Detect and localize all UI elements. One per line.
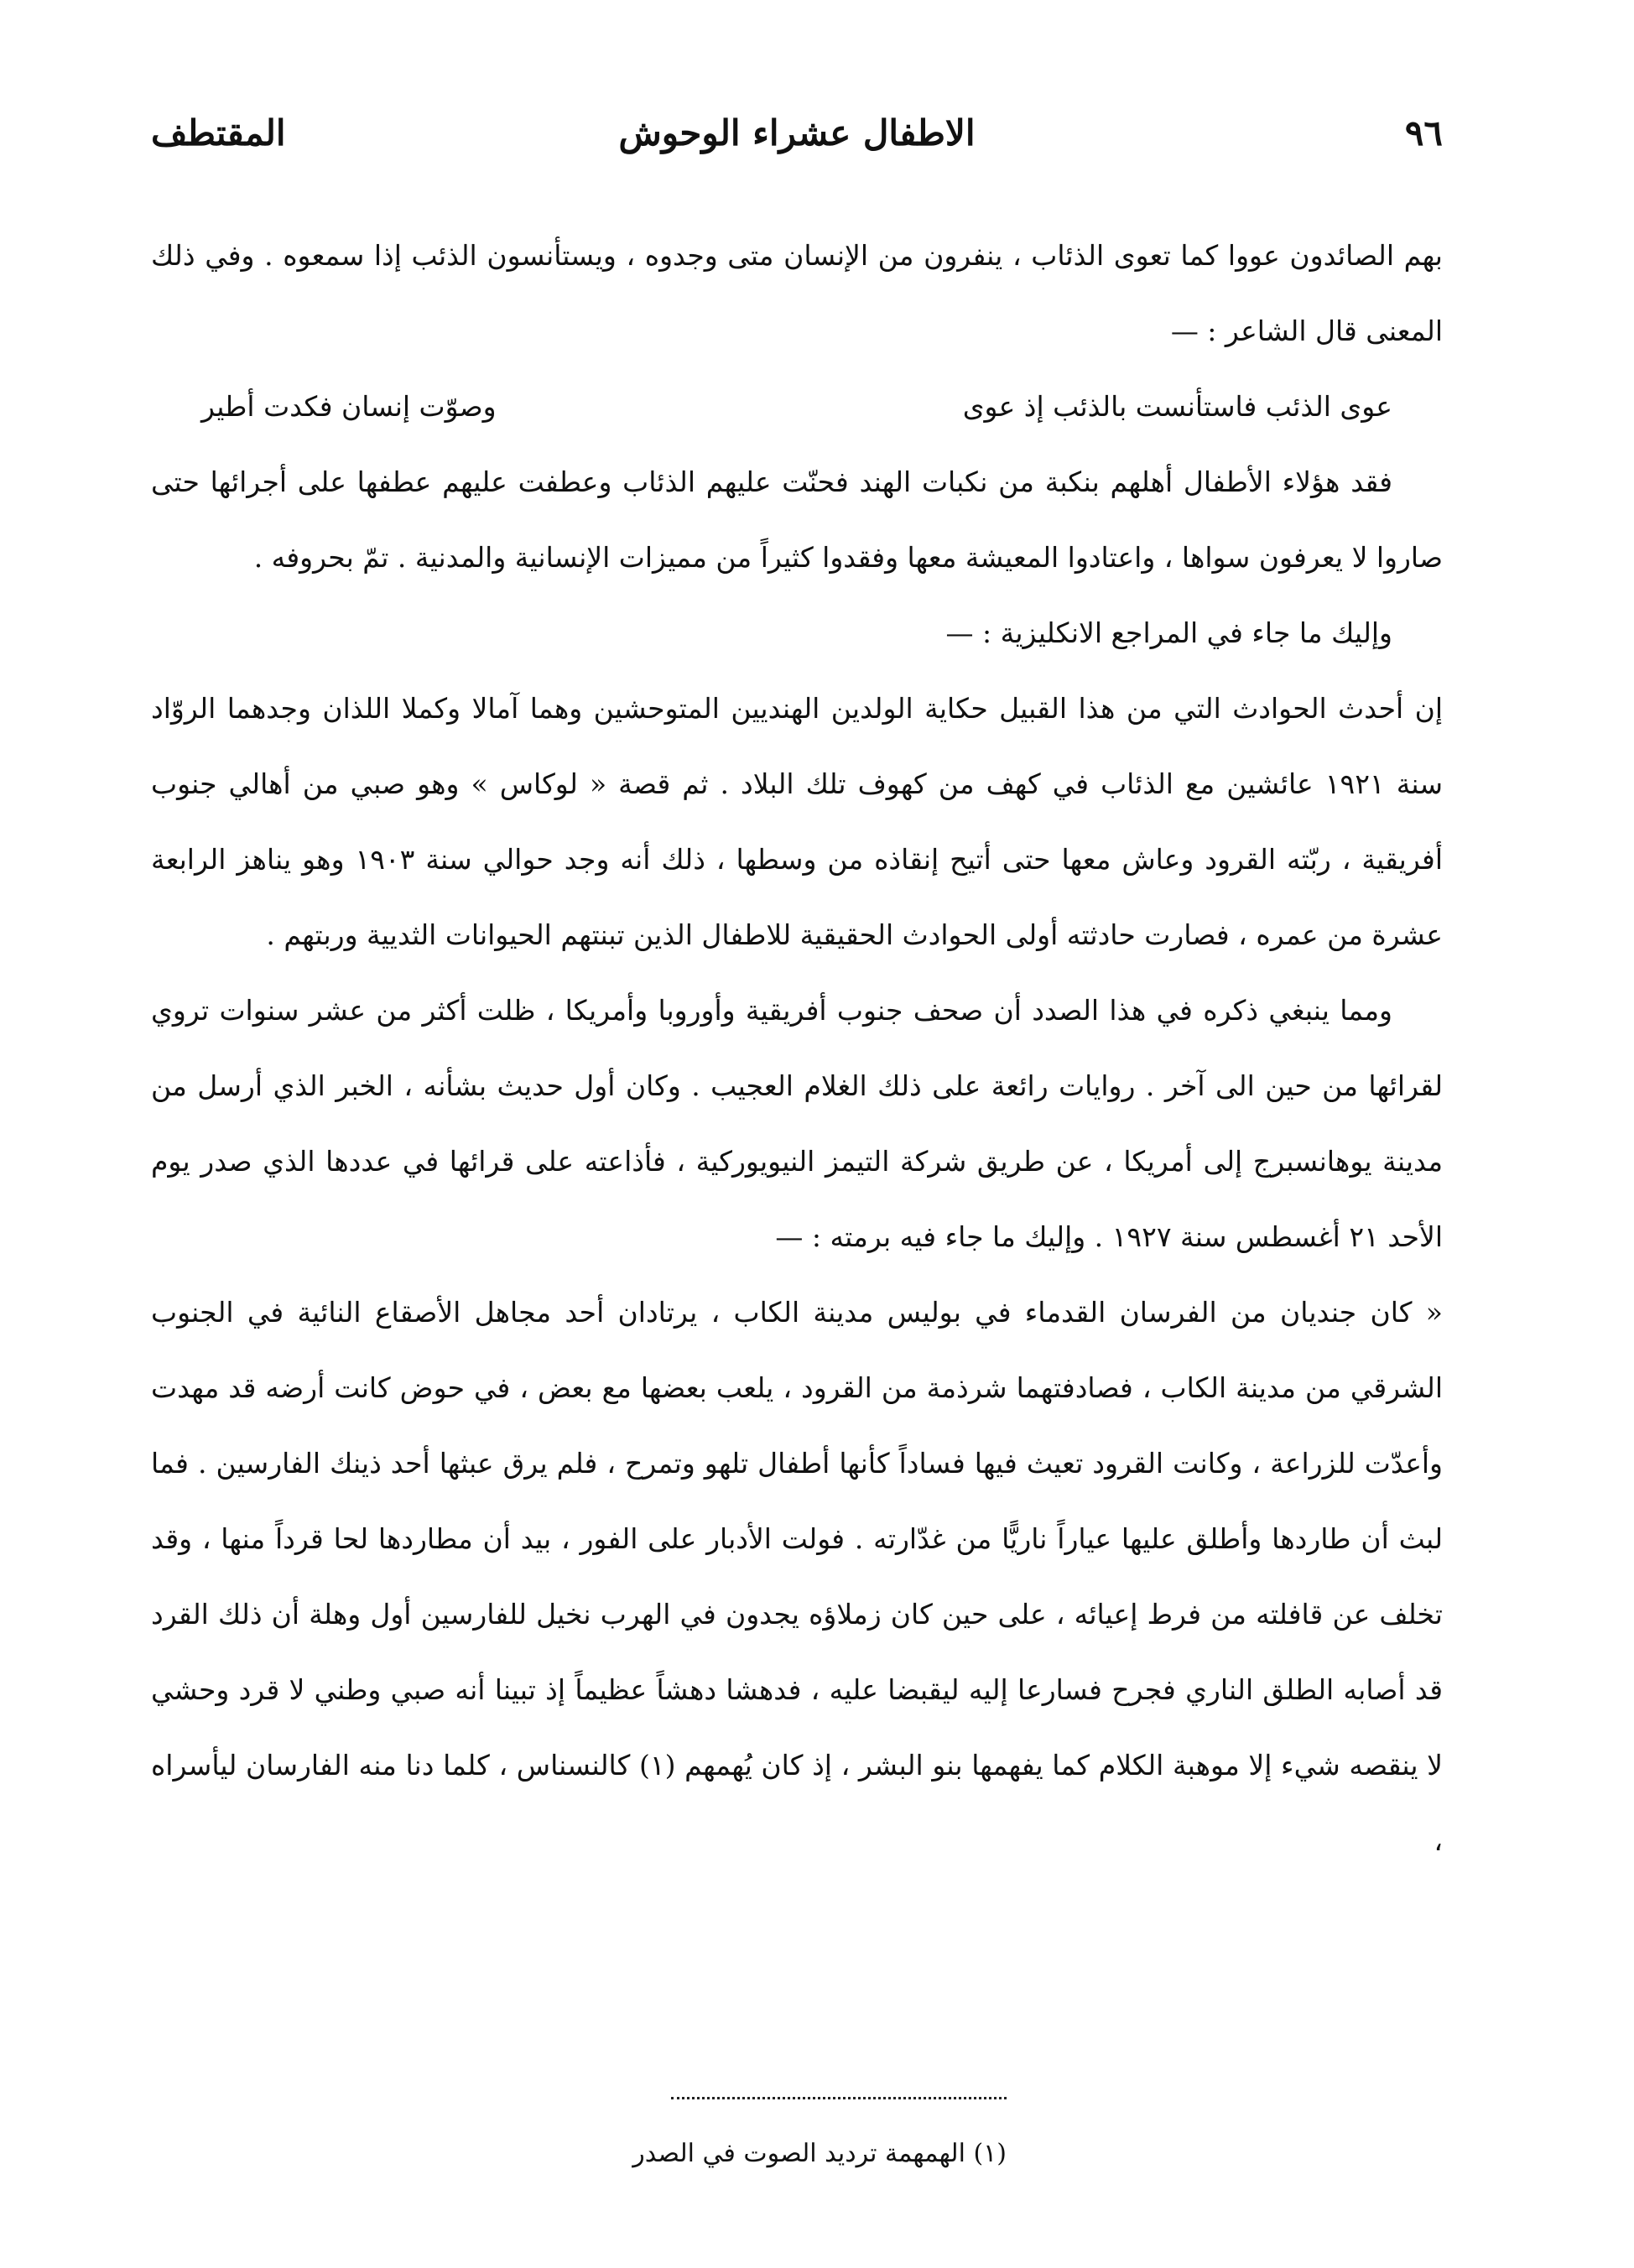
article-title: الاطفال عشراء الوحوش — [618, 112, 976, 153]
paragraph: فقد هؤلاء الأطفال أهلهم بنكبة من نكبات الهند فحنّت عليهم الذئاب وعطفت عليهم عطفها على أجرائها حتى صاروا لا يعرفون سواها ، واعتادوا المعيشة معها وفقدوا كثيراً من مميزات الإنسانية والمدنية . تمّ بحروفه . — [151, 466, 1443, 574]
verse-first-hemistich: عوى الذئب فاستأنست بالذئب إذ عوى — [962, 390, 1392, 423]
footnote-divider — [671, 2097, 1007, 2099]
page-number: ٩٦ — [1404, 112, 1443, 153]
paragraph: وإليك ما جاء في المراجع الانكليزية : — — [945, 616, 1392, 649]
poem-verse — [151, 369, 1443, 445]
quoted-paragraph: « كان جنديان من الفرسان القدماء في بوليس مدينة الكاب ، يرتادان أحد مجاهل الأصقاع النائية في الجنوب الشرقي من مدينة الكاب ، فصادفتهما شرذمة من القرود ، يلعب بعضها مع بعض ، في حوض كانت أرضه قد مهدت وأعدّت للزراعة ، وكانت القرود تعيث فيها فساداً كأنها أطفال تلهو وتمرح ، فلم يرق عبثها أحد ذينك الفارسين . فما لبث أن طاردها وأطلق عليها عياراً ناريًّا من غدّارته . فولت الأدبار على الفور ، بيد أن مطاردها لحا قرداً منها ، وقد تخلف عن قافلته من فرط إعيائه ، على حين كان زملاؤه يجدون في الهرب نخيل للفارسين أول وهلة أن ذلك القرد قد أصابه الطلق الناري فجرح فسارعا إليه ليقبضا عليه ، فدهشا دهشاً عظيماً إذ تبينا أنه صبي وطني لا قرد وحشي لا ينقصه شيء إلا موهبة الكلام كما يفهمها بنو البشر ، إذ كان يُهمهم (١) كالنسناس ، كلما دنا منه الفارسان ليأسراه ، — [151, 1296, 1443, 1857]
document-page — [151, 109, 1443, 2223]
magazine-name: المقتطف — [151, 112, 286, 153]
article-body — [151, 218, 1443, 1879]
paragraph: إن أحدث الحوادث التي من هذا القبيل حكاية الولدين الهنديين المتوحشين وهما آمالا وكملا اللذان وجدهما الروّاد سنة ١٩٢١ عائشين مع الذئاب في كهف من كهوف تلك البلاد . ثم قصة « لوكاس » وهو صبي من أهالي جنوب أفريقية ، ربّته القرود وعاش معها حتى أتيح إنقاذه من وسطها ، ذلك أنه وجد حوالي سنة ١٩٠٣ وهو يناهز الرابعة عشرة من عمره ، فصارت حادثته أولى الحوادث الحقيقية للاطفال الذين تبنتهم الحيوانات الثديية وربتهم . — [151, 692, 1443, 951]
page-header — [151, 109, 1443, 176]
paragraph: بهم الصائدون عووا كما تعوى الذئاب ، ينفرون من الإنسان متى وجدوه ، ويستأنسون الذئب إذا سمعوه . وفي ذلك المعنى قال الشاعر : — — [151, 239, 1443, 347]
paragraph: ومما ينبغي ذكره في هذا الصدد أن صحف جنوب أفريقية وأوروبا وأمريكا ، ظلت أكثر من عشر سنوات تروي لقرائها من حين الى آخر . روايات رائعة على ذلك الغلام العجيب . وكان أول حديث بشأنه ، الخبر الذي أرسل من مدينة يوهانسبرج إلى أمريكا ، عن طريق شركة التيمز النيويوركية ، فأذاعته على قرائها في عددها الذي صدر يوم الأحد ٢١ أغسطس سنة ١٩٢٧ . وإليك ما جاء فيه برمته : — — [151, 994, 1443, 1253]
verse-second-hemistich: وصوّت إنسان فكدت أطير — [201, 390, 497, 423]
footnote: (١) الهمهمة ترديد الصوت في الصدر — [632, 2139, 1007, 2168]
